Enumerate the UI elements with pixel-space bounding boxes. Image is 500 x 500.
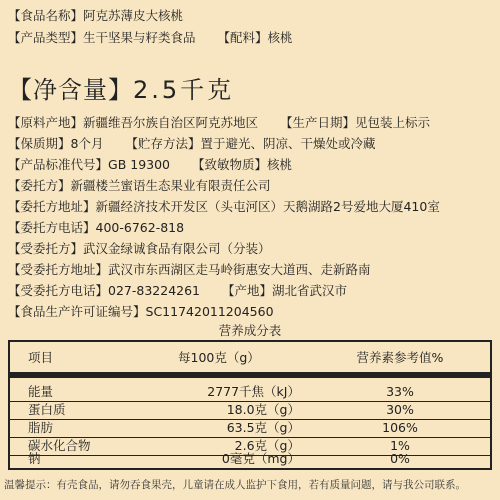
field-label: 【产品标准代号】 <box>8 157 109 172</box>
field-label: 【委托方地址】 <box>8 199 96 214</box>
nutrient-name: 脂肪 <box>28 420 54 435</box>
field-label: 【产品类型】 <box>8 30 84 45</box>
nutrient-nrv: 33% <box>386 384 414 399</box>
nutrient-nrv: 0% <box>390 451 410 466</box>
field-label: 【食品名称】 <box>8 8 84 23</box>
field-label: 【委托方电话】 <box>8 220 96 235</box>
nutrition-table <box>8 340 492 470</box>
field-value: 置于避光、阴凉、干燥处或冷藏 <box>200 136 376 151</box>
field-client <box>8 176 271 196</box>
field-label: 【贮存方法】 <box>125 136 201 151</box>
nutrient-name: 钠 <box>28 451 41 466</box>
field-value: 027-83224261 <box>108 283 201 298</box>
nutrient-nrv: 30% <box>386 402 414 417</box>
header-per-100g: 每100克（g） <box>178 350 260 365</box>
field-label: 【受委托方】 <box>8 241 84 256</box>
nutrient-name: 能量 <box>28 384 54 399</box>
field-value: 武汉市东西湖区走马岭街惠安大道西、走新路南 <box>108 262 371 277</box>
field-label: 【受委托方电话】 <box>8 283 109 298</box>
field-client-address <box>8 197 440 217</box>
field-label: 【食品生产许可证编号】 <box>8 304 146 319</box>
nutrient-amount: 2777千焦（kJ） <box>207 384 300 399</box>
field-label: 【原料产地】 <box>8 115 84 130</box>
nutrition-row <box>10 401 490 419</box>
nutrient-nrv: 1% <box>390 438 410 453</box>
field-label: 【产地】 <box>222 283 273 298</box>
field-label: 【保质期】 <box>8 136 71 151</box>
nutrient-nrv: 106% <box>382 420 418 435</box>
field-value: 见包装上标示 <box>355 115 431 130</box>
nutrition-row <box>10 450 490 468</box>
field-value: GB 19300 <box>108 157 171 172</box>
field-value: 8个月 <box>70 136 104 151</box>
field-value: 新疆经济技术开发区（头屯河区）天鹅湖路2号爱地大厦410室 <box>95 199 440 214</box>
field-value: 核桃 <box>267 30 293 45</box>
field-origin <box>8 113 430 133</box>
field-food-name <box>8 6 183 26</box>
nutrient-amount: 2.6克（g） <box>234 438 300 453</box>
net-content-value: 2.5千克 <box>133 76 235 104</box>
field-label: 【配料】 <box>217 30 268 45</box>
field-value: 新疆维吾尔族自治区阿克苏地区 <box>83 115 259 130</box>
nutrient-amount: 63.5克（g） <box>226 420 300 435</box>
nutrition-title: 营养成分表 <box>218 323 282 338</box>
nutrient-amount: 0毫克（mg） <box>221 451 300 466</box>
field-value: 新疆楼兰蜜语生态果业有限责任公司 <box>70 178 271 193</box>
field-value: 阿克苏薄皮大核桃 <box>83 8 184 23</box>
field-product-type <box>8 28 293 48</box>
field-value: SC11742011204560 <box>145 304 274 319</box>
header-item: 项目 <box>28 350 54 365</box>
field-contractor-address <box>8 260 371 280</box>
field-license-number <box>8 302 274 322</box>
field-value: 核桃 <box>267 157 293 172</box>
field-contractor-phone <box>8 281 347 301</box>
field-client-phone <box>8 218 184 238</box>
field-value: 湖北省武汉市 <box>272 283 348 298</box>
nutrient-name: 碳水化合物 <box>28 438 91 453</box>
field-value: 生干坚果与籽类食品 <box>83 30 196 45</box>
field-label: 【委托方】 <box>8 178 71 193</box>
field-value: 武汉金绿诚食品有限公司（分装） <box>83 241 271 256</box>
net-content <box>8 74 234 106</box>
nutrient-amount: 18.0克（g） <box>226 402 300 417</box>
field-label: 【受委托方地址】 <box>8 262 109 277</box>
field-label: 【生产日期】 <box>280 115 356 130</box>
nutrient-name: 蛋白质 <box>28 402 66 417</box>
nutrition-row <box>10 419 490 437</box>
field-value: 400-6762-818 <box>95 220 185 235</box>
nutrition-row <box>10 383 490 401</box>
field-contractor <box>8 239 271 259</box>
field-standard-code <box>8 155 292 175</box>
nutrition-header-row <box>10 342 490 378</box>
net-content-label: 【净含量】 <box>8 76 133 104</box>
field-shelf-life <box>8 134 376 154</box>
field-label: 【致敏物质】 <box>192 157 268 172</box>
header-nrv: 营养素参考值% <box>356 350 444 365</box>
footer-notice: 温馨提示：有壳食品，请勿吞食果壳，儿童请在成人监护下食用，若有质量问题，请与我公司联系。 <box>4 479 466 491</box>
